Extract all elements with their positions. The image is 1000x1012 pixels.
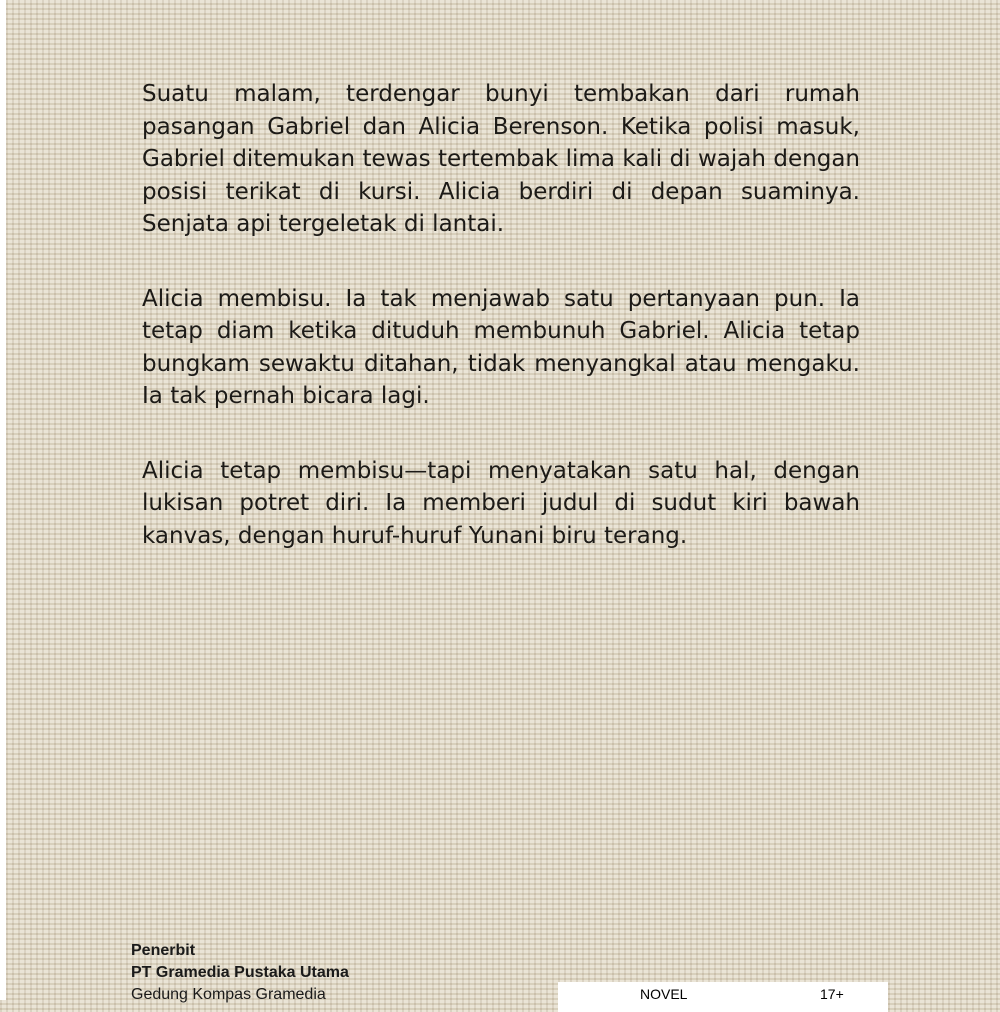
page-edge	[0, 0, 6, 1000]
age-rating: 17+	[820, 986, 844, 1002]
publisher-address: Gedung Kompas Gramedia	[131, 986, 326, 1003]
publisher-label: Penerbit	[131, 942, 196, 959]
back-cover-blurb	[142, 78, 860, 594]
category-label: NOVEL	[640, 986, 688, 1002]
blurb-paragraph: Suatu malam, terdengar bunyi tembakan dari rumah pasangan Gabriel dan Alicia Berenson. Ketika polisi masuk, Gabriel ditemukan tewas tertembak lima kali di wajah dengan posisi terikat di kursi. Alicia berdiri di depan suaminya. Senjata api tergeletak di lantai.	[142, 81, 860, 237]
publisher-name: PT Gramedia Pustaka Utama	[131, 964, 349, 981]
blurb-paragraph: Alicia membisu. Ia tak menjawab satu pertanyaan pun. Ia tetap diam ketika dituduh membunuh Gabriel. Alicia tetap bungkam sewaktu ditahan, tidak menyangkal atau mengaku. Ia tak pernah bicara lagi.	[142, 285, 860, 409]
blurb-paragraph: Alicia tetap membisu—tapi menyatakan satu hal, dengan lukisan potret diri. Ia memberi judul di sudut kiri bawah kanvas, dengan huruf-huruf Yunani biru terang.	[142, 457, 860, 549]
publisher-info	[131, 940, 349, 1006]
category-badge	[558, 982, 888, 1012]
